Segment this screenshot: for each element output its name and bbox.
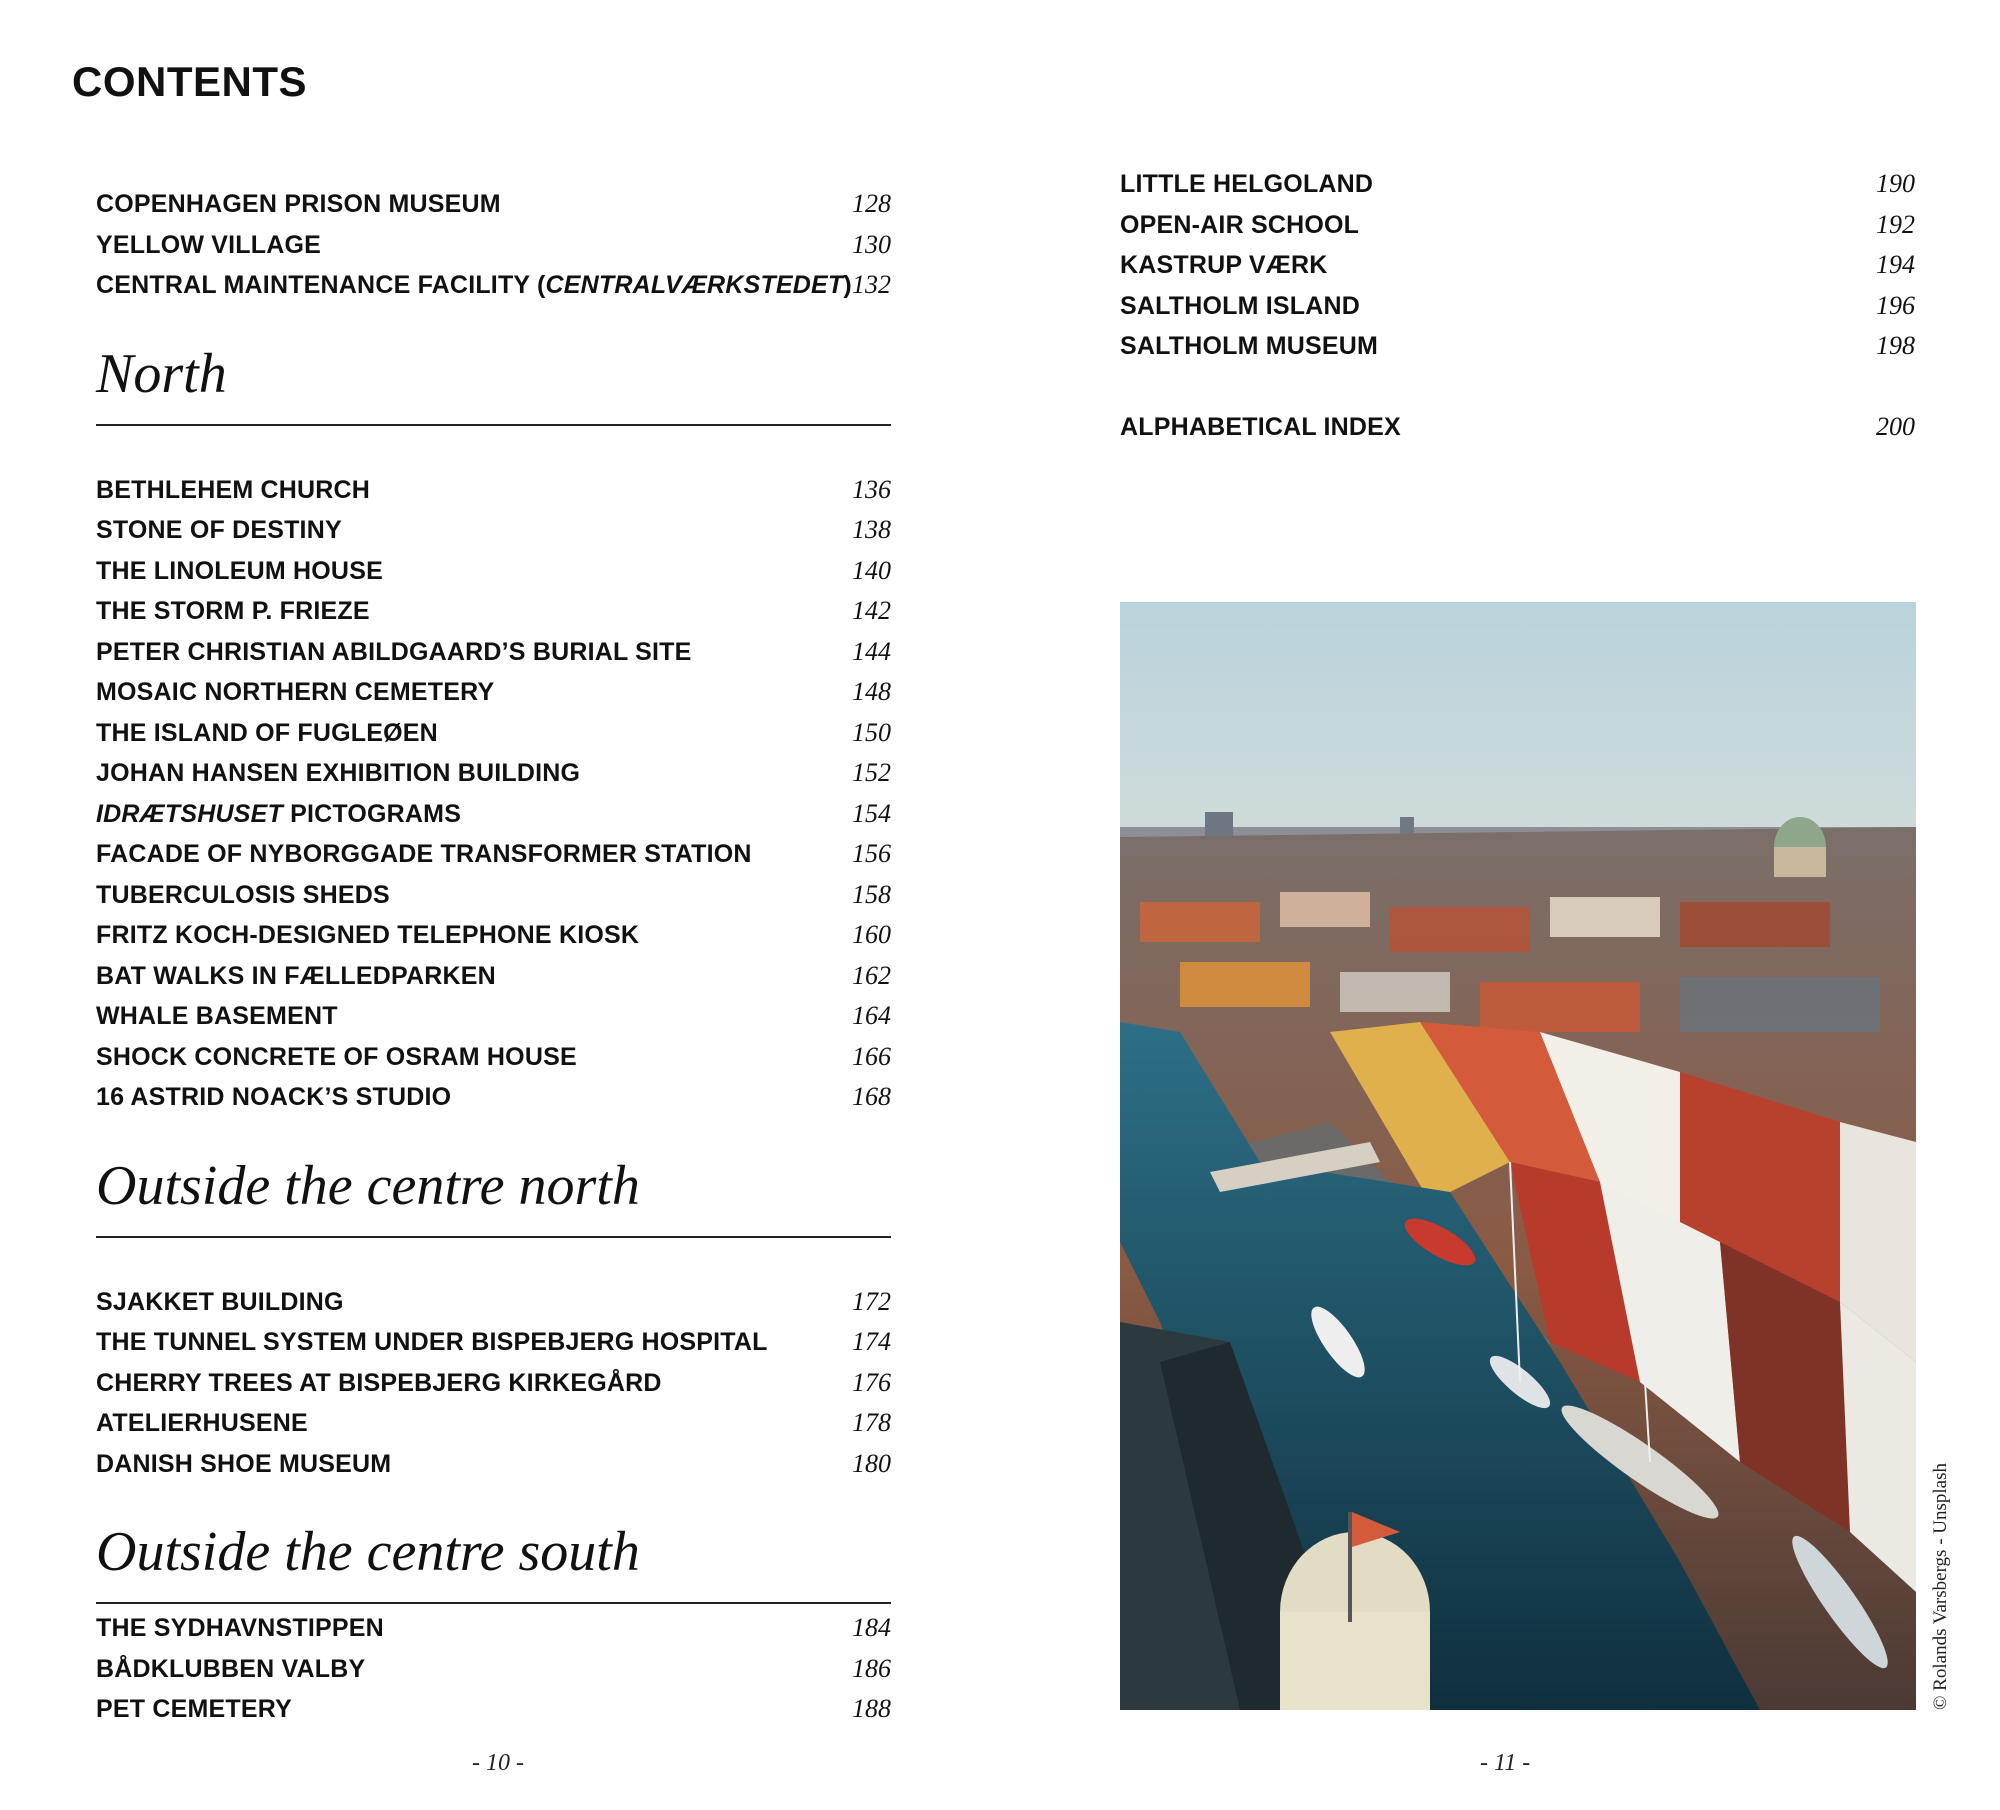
toc-entry[interactable]	[1120, 326, 1915, 367]
toc-entry-title: SALTHOLM ISLAND	[1120, 291, 1361, 320]
toc-entry-title: PETER CHRISTIAN ABILDGAARD’S BURIAL SITE	[96, 637, 692, 666]
toc-entry[interactable]	[96, 794, 891, 835]
toc-entry-page: 130	[852, 229, 891, 259]
toc-entry-page: 178	[852, 1408, 891, 1437]
toc-entry-page: 128	[852, 189, 891, 218]
toc-entry[interactable]	[96, 1608, 891, 1649]
contents-right-column	[1120, 164, 1915, 447]
toc-entry[interactable]	[96, 834, 891, 875]
section-north	[96, 342, 891, 1118]
north-entry-list	[96, 470, 891, 1118]
toc-entry-title: CHERRY TREES AT BISPEBJERG KIRKEGÅRD	[96, 1368, 662, 1397]
toc-entry[interactable]	[96, 1077, 891, 1118]
toc-entry-title: MOSAIC NORTHERN CEMETERY	[96, 678, 495, 706]
toc-entry-title: SALTHOLM MUSEUM	[1120, 332, 1379, 360]
toc-entry-title: DANISH SHOE MUSEUM	[96, 1449, 392, 1478]
toc-entry[interactable]	[96, 551, 891, 592]
outside-south-entry-list	[96, 1608, 891, 1730]
toc-entry[interactable]	[96, 956, 891, 997]
toc-entry-page: 174	[852, 1327, 891, 1356]
toc-entry-title: BÅDKLUBBEN VALBY	[96, 1654, 366, 1683]
toc-entry[interactable]	[96, 1689, 891, 1730]
toc-entry[interactable]	[1120, 286, 1915, 327]
toc-entry-page: 158	[852, 879, 891, 909]
toc-entry-title: THE ISLAND OF FUGLEØEN	[96, 718, 438, 747]
toc-entry-title: 16 ASTRID NOACK’S STUDIO	[96, 1083, 452, 1111]
toc-entry[interactable]	[96, 1322, 891, 1363]
toc-entry[interactable]	[96, 1444, 891, 1485]
toc-entry-page: 136	[852, 474, 891, 504]
toc-entry-title: SHOCK CONCRETE OF OSRAM HOUSE	[96, 1042, 577, 1071]
toc-entry-title: THE TUNNEL SYSTEM UNDER BISPEBJERG HOSPITAL	[96, 1328, 768, 1356]
toc-entry[interactable]	[96, 1282, 891, 1323]
section-heading: North	[96, 342, 227, 405]
page-number-right: - 11 -	[1480, 1750, 1531, 1776]
toc-entry[interactable]	[96, 1363, 891, 1404]
section-heading: Outside the centre north	[96, 1154, 640, 1217]
title-suffix: )	[843, 271, 852, 299]
title-prefix: CENTRAL MAINTENANCE FACILITY (	[96, 271, 546, 299]
toc-entry-page: 172	[852, 1286, 891, 1316]
toc-entry-title: WHALE BASEMENT	[96, 1002, 338, 1030]
section-heading: Outside the centre south	[96, 1521, 640, 1583]
toc-entry-page: 176	[852, 1367, 891, 1397]
toc-entry-title: FRITZ KOCH-DESIGNED TELEPHONE KIOSK	[96, 921, 640, 949]
toc-entry-title	[96, 794, 461, 835]
section-outside-centre-north	[96, 1154, 891, 1485]
intro-entry-list	[96, 184, 891, 306]
toc-entry-page: 156	[852, 839, 891, 868]
toc-entry-title: THE SYDHAVNSTIPPEN	[96, 1614, 384, 1642]
toc-entry-title: KASTRUP VÆRK	[1120, 251, 1328, 279]
toc-entry-title: BAT WALKS IN FÆLLEDPARKEN	[96, 961, 496, 990]
toc-entry[interactable]	[96, 225, 891, 266]
toc-entry-page: 168	[852, 1082, 891, 1111]
toc-entry-title: FACADE OF NYBORGGADE TRANSFORMER STATION	[96, 840, 752, 868]
alphabetical-index-entry[interactable]	[1120, 407, 1915, 448]
toc-entry-page: 148	[852, 677, 891, 706]
nyhavn-aerial-photo	[1120, 602, 1916, 1710]
toc-entry-page: 200	[1876, 411, 1915, 441]
section-outside-centre-south	[96, 1521, 891, 1730]
toc-entry[interactable]	[96, 632, 891, 673]
toc-entry-title: LITTLE HELGOLAND	[1120, 170, 1374, 198]
title-italic: IDRÆTSHUSET	[96, 799, 283, 828]
toc-entry[interactable]	[96, 753, 891, 794]
toc-entry-page: 144	[852, 636, 891, 666]
toc-entry-title: STONE OF DESTINY	[96, 516, 342, 544]
toc-entry[interactable]	[96, 1403, 891, 1444]
toc-entry[interactable]	[96, 265, 891, 306]
toc-entry-page: 198	[1876, 331, 1915, 360]
toc-entry-page: 152	[852, 758, 891, 787]
toc-entry-page: 138	[852, 515, 891, 544]
toc-entry-page: 162	[852, 960, 891, 990]
title-suffix: PICTOGRAMS	[282, 799, 462, 828]
toc-entry[interactable]	[96, 672, 891, 713]
toc-entry-page: 186	[852, 1653, 891, 1683]
outside-north-entry-list	[96, 1282, 891, 1485]
toc-entry-title: BETHLEHEM CHURCH	[96, 475, 371, 504]
toc-entry-page: 188	[852, 1694, 891, 1723]
toc-entry-page: 154	[852, 798, 891, 828]
toc-entry[interactable]	[96, 591, 891, 632]
toc-entry-page: 150	[852, 717, 891, 747]
toc-entry-page: 132	[852, 270, 891, 299]
toc-entry-page: 192	[1876, 209, 1915, 239]
toc-entry[interactable]	[1120, 164, 1915, 205]
photo-credit: © Rolands Varsbergs - Unsplash	[1930, 1463, 1951, 1710]
toc-entry-page: 164	[852, 1001, 891, 1030]
toc-entry[interactable]	[1120, 245, 1915, 286]
toc-entry-page: 196	[1876, 290, 1915, 320]
toc-entry[interactable]	[96, 875, 891, 916]
toc-entry-title: TUBERCULOSIS SHEDS	[96, 880, 390, 909]
toc-entry[interactable]	[96, 713, 891, 754]
toc-entry-title: COPENHAGEN PRISON MUSEUM	[96, 190, 501, 218]
toc-entry-title: OPEN-AIR SCHOOL	[1120, 210, 1360, 239]
toc-entry[interactable]	[96, 470, 891, 511]
toc-entry-title: THE LINOLEUM HOUSE	[96, 556, 383, 585]
toc-entry-title: PET CEMETERY	[96, 1695, 292, 1723]
toc-entry-page: 166	[852, 1041, 891, 1071]
toc-entry-title: ALPHABETICAL INDEX	[1120, 412, 1401, 441]
toc-entry-page: 184	[852, 1613, 891, 1642]
toc-entry[interactable]	[96, 1037, 891, 1078]
toc-entry-title: SJAKKET BUILDING	[96, 1287, 344, 1316]
toc-entry[interactable]	[96, 510, 891, 551]
toc-entry-title: THE STORM P. FRIEZE	[96, 597, 370, 625]
toc-entry-title: ATELIERHUSENE	[96, 1409, 308, 1437]
toc-entry-page: 160	[852, 920, 891, 949]
toc-entry-title: YELLOW VILLAGE	[96, 230, 322, 259]
toc-entry[interactable]	[96, 1649, 891, 1690]
toc-entry-title: JOHAN HANSEN EXHIBITION BUILDING	[96, 759, 581, 787]
toc-entry-page: 142	[852, 596, 891, 625]
toc-entry-page: 140	[852, 555, 891, 585]
toc-entry-page: 190	[1876, 169, 1915, 198]
toc-entry-page: 194	[1876, 250, 1915, 279]
toc-entry[interactable]	[96, 915, 891, 956]
toc-entry[interactable]	[96, 996, 891, 1037]
contents-left-column	[96, 184, 891, 1730]
toc-entry-page: 180	[852, 1448, 891, 1478]
toc-entry[interactable]	[96, 184, 891, 225]
toc-entry[interactable]	[1120, 205, 1915, 246]
page-title: CONTENTS	[72, 58, 307, 105]
page-number-left: - 10 -	[472, 1750, 524, 1776]
title-italic: CENTRALVÆRKSTEDET	[545, 271, 844, 299]
toc-entry-title	[96, 265, 852, 306]
